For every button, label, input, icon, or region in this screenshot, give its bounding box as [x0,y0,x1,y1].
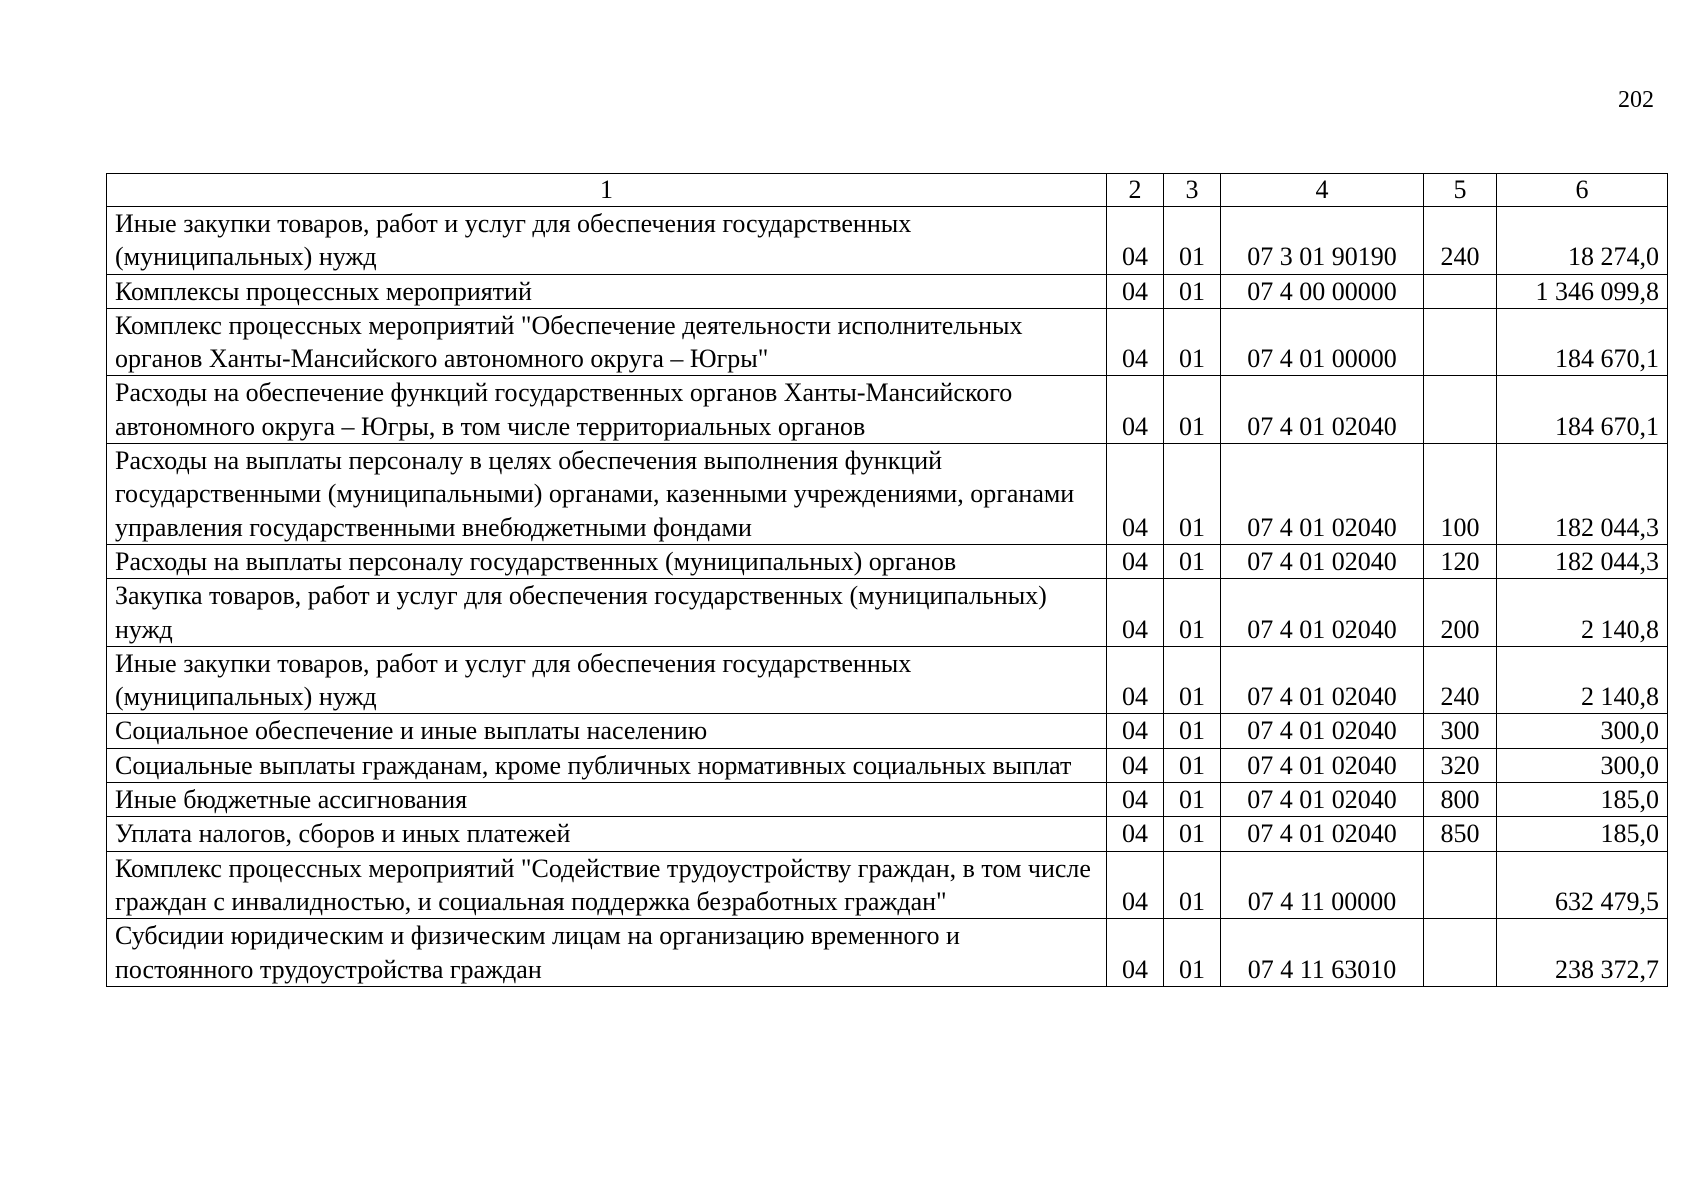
table-row [107,748,1668,782]
amount-cell: 300,0 [1497,748,1668,782]
amount-cell: 184 670,1 [1497,308,1668,376]
amount-cell: 182 044,3 [1497,544,1668,578]
expense-type-cell: 320 [1424,748,1497,782]
row-name-cell: Комплексы процессных мероприятий [107,274,1107,308]
row-name-cell: Иные бюджетные ассигнования [107,783,1107,817]
section-code-cell: 04 [1107,851,1164,919]
expense-type-cell [1424,376,1497,444]
table-row [107,444,1668,545]
header-cell-6: 6 [1497,174,1668,207]
amount-cell: 2 140,8 [1497,646,1668,714]
expense-type-cell: 200 [1424,579,1497,647]
row-name-cell: Расходы на обеспечение функций государственных органов Ханты-Мансийского автономного округа – Югры, в том числе территориальных органов [107,376,1107,444]
amount-cell: 632 479,5 [1497,851,1668,919]
section-code-cell: 04 [1107,783,1164,817]
table-row [107,714,1668,748]
target-article-cell: 07 4 11 00000 [1221,851,1424,919]
row-name-cell: Закупка товаров, работ и услуг для обеспечения государственных (муниципальных) нужд [107,579,1107,647]
expense-type-cell: 100 [1424,444,1497,545]
table-row [107,851,1668,919]
amount-cell: 238 372,7 [1497,919,1668,987]
subsection-code-cell: 01 [1164,308,1221,376]
section-code-cell: 04 [1107,646,1164,714]
target-article-cell: 07 4 01 02040 [1221,544,1424,578]
header-cell-4: 4 [1221,174,1424,207]
amount-cell: 18 274,0 [1497,207,1668,275]
row-name-cell: Иные закупки товаров, работ и услуг для обеспечения государственных (муниципальных) нужд [107,207,1107,275]
subsection-code-cell: 01 [1164,544,1221,578]
amount-cell: 184 670,1 [1497,376,1668,444]
section-code-cell: 04 [1107,714,1164,748]
expense-type-cell [1424,851,1497,919]
table-row [107,308,1668,376]
subsection-code-cell: 01 [1164,919,1221,987]
target-article-cell: 07 4 01 02040 [1221,376,1424,444]
target-article-cell: 07 4 01 02040 [1221,646,1424,714]
expense-type-cell [1424,308,1497,376]
row-name-cell: Субсидии юридическим и физическим лицам на организацию временного и постоянного трудоустройства граждан [107,919,1107,987]
table-header-row [107,174,1668,207]
target-article-cell: 07 4 11 63010 [1221,919,1424,987]
table-row [107,919,1668,987]
row-name-cell: Расходы на выплаты персоналу государственных (муниципальных) органов [107,544,1107,578]
expense-type-cell: 240 [1424,207,1497,275]
table-row [107,817,1668,851]
row-name-cell: Уплата налогов, сборов и иных платежей [107,817,1107,851]
section-code-cell: 04 [1107,308,1164,376]
subsection-code-cell: 01 [1164,714,1221,748]
section-code-cell: 04 [1107,748,1164,782]
row-name-cell: Расходы на выплаты персоналу в целях обеспечения выполнения функций государственными (муниципальными) органами, казенными учреждениями, органами управления государственными внебюджетными фондами [107,444,1107,545]
subsection-code-cell: 01 [1164,444,1221,545]
expense-type-cell: 300 [1424,714,1497,748]
row-name-cell: Иные закупки товаров, работ и услуг для обеспечения государственных (муниципальных) нужд [107,646,1107,714]
subsection-code-cell: 01 [1164,646,1221,714]
target-article-cell: 07 4 01 02040 [1221,748,1424,782]
target-article-cell: 07 4 01 02040 [1221,444,1424,545]
row-name-cell: Социальные выплаты гражданам, кроме публичных нормативных социальных выплат [107,748,1107,782]
subsection-code-cell: 01 [1164,851,1221,919]
row-name-cell: Комплекс процессных мероприятий "Содействие трудоустройству граждан, в том числе граждан с инвалидностью, и социальная поддержка безработных граждан" [107,851,1107,919]
target-article-cell: 07 4 01 00000 [1221,308,1424,376]
section-code-cell: 04 [1107,544,1164,578]
table-row [107,207,1668,275]
target-article-cell: 07 4 01 02040 [1221,817,1424,851]
section-code-cell: 04 [1107,919,1164,987]
amount-cell: 182 044,3 [1497,444,1668,545]
section-code-cell: 04 [1107,444,1164,545]
expense-type-cell: 120 [1424,544,1497,578]
table-row [107,274,1668,308]
target-article-cell: 07 3 01 90190 [1221,207,1424,275]
subsection-code-cell: 01 [1164,748,1221,782]
table-row [107,783,1668,817]
page-number: 202 [1618,87,1654,113]
subsection-code-cell: 01 [1164,274,1221,308]
subsection-code-cell: 01 [1164,783,1221,817]
header-cell-2: 2 [1107,174,1164,207]
header-cell-1: 1 [107,174,1107,207]
section-code-cell: 04 [1107,207,1164,275]
budget-table [106,173,1668,987]
subsection-code-cell: 01 [1164,207,1221,275]
table-row [107,544,1668,578]
section-code-cell: 04 [1107,376,1164,444]
row-name-cell: Социальное обеспечение и иные выплаты населению [107,714,1107,748]
table-row [107,376,1668,444]
subsection-code-cell: 01 [1164,579,1221,647]
expense-type-cell [1424,919,1497,987]
amount-cell: 300,0 [1497,714,1668,748]
target-article-cell: 07 4 01 02040 [1221,714,1424,748]
target-article-cell: 07 4 01 02040 [1221,783,1424,817]
amount-cell: 185,0 [1497,817,1668,851]
amount-cell: 185,0 [1497,783,1668,817]
target-article-cell: 07 4 00 00000 [1221,274,1424,308]
expense-type-cell: 800 [1424,783,1497,817]
expense-type-cell [1424,274,1497,308]
section-code-cell: 04 [1107,579,1164,647]
subsection-code-cell: 01 [1164,817,1221,851]
subsection-code-cell: 01 [1164,376,1221,444]
expense-type-cell: 850 [1424,817,1497,851]
section-code-cell: 04 [1107,274,1164,308]
row-name-cell: Комплекс процессных мероприятий "Обеспечение деятельности исполнительных органов Ханты-Мансийского автономного округа – Югры" [107,308,1107,376]
table-row [107,646,1668,714]
target-article-cell: 07 4 01 02040 [1221,579,1424,647]
amount-cell: 2 140,8 [1497,579,1668,647]
header-cell-5: 5 [1424,174,1497,207]
header-cell-3: 3 [1164,174,1221,207]
expense-type-cell: 240 [1424,646,1497,714]
table-row [107,579,1668,647]
section-code-cell: 04 [1107,817,1164,851]
amount-cell: 1 346 099,8 [1497,274,1668,308]
